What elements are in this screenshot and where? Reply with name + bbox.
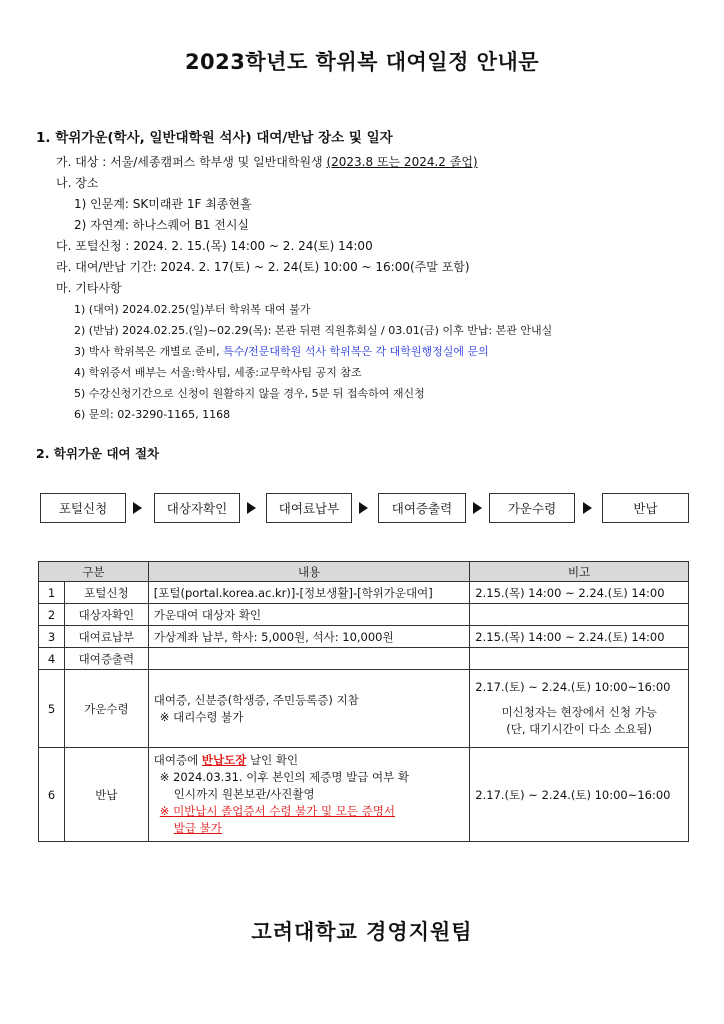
target-line: 가. 대상 : 서울/세종캠퍼스 학부생 및 일반대학원생 (2023.8 또는 2024.2 졸업) (56, 155, 478, 169)
etc-item-3-highlight: 특수/전문대학원 석사 학위복은 각 대학원행정실에 문의 (223, 345, 489, 358)
arrow-icon (583, 502, 592, 514)
table-row (39, 626, 689, 648)
row-content: 가운대여 대상자 확인 (148, 604, 470, 626)
step-portal: 포털신청 (40, 493, 126, 523)
row-number: 6 (39, 748, 65, 842)
row-note: 2.17.(토) ~ 2.24.(토) 10:00~16:00 미신청자는 현장에서 신청 가능 (단, 대기시간이 다소 소요됨) (470, 670, 689, 748)
etc-item-2: 2) (반납) 2024.02.25.(일)~02.29(목): 본관 뒤편 직원휴회실 / 03.01(금) 이후 반납: 본관 안내실 (74, 324, 553, 337)
row-category: 대상자확인 (64, 604, 148, 626)
table-row (39, 670, 689, 748)
table-row (39, 604, 689, 626)
procedure-flow (40, 493, 690, 525)
row-note: 2.15.(목) 14:00 ~ 2.24.(토) 14:00 (470, 626, 689, 648)
arrow-icon (133, 502, 142, 514)
place-humanities: 1) 인문계: SK미래관 1F 최종현홀 (74, 197, 252, 211)
return-stamp-label: 반납도장 (201, 753, 247, 767)
row-content: 대여증에 반납도장 날인 확인 ※ 2024.03.31. 이후 본인의 제증명 발급 여부 확 인시까지 원본보관/사진촬영 ※ 미반납시 졸업증서 수령 불가 및 모든 증명서 발급 불가 (148, 748, 470, 842)
row-category: 포털신청 (64, 582, 148, 604)
step-payment: 대여료납부 (266, 493, 352, 523)
table-row (39, 648, 689, 670)
row-note (470, 604, 689, 626)
row-content: 대여증, 신분증(학생증, 주민등록증) 지참 ※ 대리수령 불가 (148, 670, 470, 748)
step-print: 대여증출력 (378, 493, 466, 523)
etc-item-4: 4) 학위증서 배부는 서울:학사팀, 세종:교무학사팀 공지 참조 (74, 366, 362, 379)
etc-item-5: 5) 수강신청기간으로 신청이 원활하지 않을 경우, 5분 뒤 접속하여 재신청 (74, 387, 425, 400)
etc-label: 마. 기타사항 (56, 281, 122, 295)
section2-heading: 2. 학위가운 대여 절차 (36, 446, 160, 461)
row-number: 2 (39, 604, 65, 626)
step-verify: 대상자확인 (154, 493, 240, 523)
arrow-icon (247, 502, 256, 514)
etc-item-3: 3) 박사 학위복은 개별로 준비, 특수/전문대학원 석사 학위복은 각 대학원행정실에 문의 (74, 345, 489, 358)
row-number: 5 (39, 670, 65, 748)
section1-heading: 1. 학위가운(학사, 일반대학원 석사) 대여/반납 장소 및 일자 (36, 130, 393, 146)
row-number: 4 (39, 648, 65, 670)
row-content: 가상계좌 납부, 학사: 5,000원, 석사: 10,000원 (148, 626, 470, 648)
footer-org: 고려대학교 경영지원팀 (251, 920, 473, 944)
row-note: 2.17.(토) ~ 2.24.(토) 10:00~16:00 (470, 748, 689, 842)
place-science: 2) 자연계: 하나스퀘어 B1 전시실 (74, 218, 249, 232)
page-title: 2023학년도 학위복 대여일정 안내문 (184, 50, 540, 74)
row-category: 반납 (64, 748, 148, 842)
table-header (39, 562, 689, 582)
etc-item-6: 6) 문의: 02-3290-1165, 1168 (74, 408, 231, 421)
row-category: 대여증출력 (64, 648, 148, 670)
arrow-icon (473, 502, 482, 514)
step-return: 반납 (602, 493, 689, 523)
row-number: 1 (39, 582, 65, 604)
section-schedule (36, 126, 696, 425)
table-row (39, 582, 689, 604)
row-note: 2.15.(목) 14:00 ~ 2.24.(토) 14:00 (470, 582, 689, 604)
row-category: 대여료납부 (64, 626, 148, 648)
target-period: (2023.8 또는 2024.2 졸업) (326, 155, 478, 169)
header-note: 비고 (470, 562, 689, 582)
procedure-table (38, 561, 689, 842)
row-content (148, 648, 470, 670)
header-category: 구분 (39, 562, 149, 582)
period-line: 라. 대여/반납 기간: 2024. 2. 17(토) ~ 2. 24(토) 10:00 ~ 16:00(주말 포함) (56, 260, 470, 274)
step-receive: 가운수령 (489, 493, 575, 523)
table-row (39, 748, 689, 842)
row-number: 3 (39, 626, 65, 648)
row-category: 가운수령 (64, 670, 148, 748)
row-content: [포털(portal.korea.ac.kr)]-[정보생활]-[학위가운대여] (148, 582, 470, 604)
arrow-icon (359, 502, 368, 514)
place-label: 나. 장소 (56, 176, 99, 190)
return-warning: ※ 미반납시 졸업증서 수령 불가 및 모든 증명서 (159, 804, 395, 818)
portal-line: 다. 포털신청 : 2024. 2. 15.(목) 14:00 ~ 2. 24(토) 14:00 (56, 239, 373, 253)
row-note (470, 648, 689, 670)
etc-item-1: 1) (대여) 2024.02.25(일)부터 학위복 대여 불가 (74, 303, 311, 316)
header-content: 내용 (148, 562, 470, 582)
